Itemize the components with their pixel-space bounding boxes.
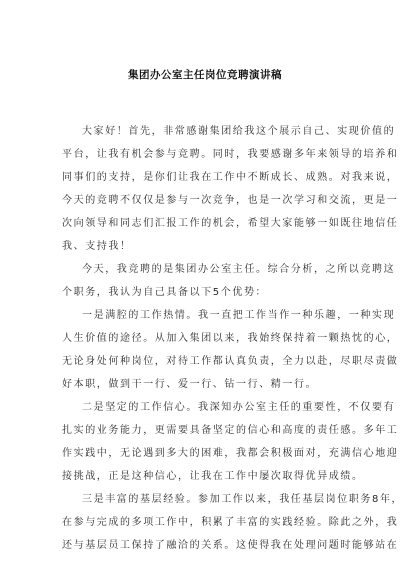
paragraph-line: 大家好！首先，非常感谢集团给我这个展示自己、实现价值的	[82, 126, 396, 137]
paragraph-line: 扎实的业务能力，更需要具备坚定的信心和高度的责任感。多年工	[62, 425, 399, 436]
paragraph-line: 还与基层员工保持了融洽的关系。这使得我在处理问题时能够站在	[62, 540, 399, 551]
paragraph-line: 我、支持我！	[62, 241, 132, 252]
paragraph-line: 一是满腔的工作热情。我一直把工作当作一种乐趣，一种实现	[82, 310, 396, 321]
paragraph-line: 个职务，我认为自己具备以下5个优势：	[62, 287, 268, 298]
paragraph-line: 今天，我竞聘的是集团办公室主任。综合分析，之所以竞聘这	[82, 264, 396, 275]
paragraph-line: 平台，让我有机会参与竞聘。同时，我要感谢多年来领导的培养和	[62, 149, 399, 160]
paragraph-line: 今天的竞聘不仅仅是参与一次竞争，也是一次学习和交流，更是一	[62, 195, 399, 206]
document-title: 集团办公室主任岗位竞聘演讲稿	[128, 69, 282, 81]
paragraph-line: 无论身处何种岗位，对待工作都认真负责，全力以赴，尽职尽责做	[62, 356, 399, 367]
paragraph-line: 二是坚定的工作信心。我深知办公室主任的重要性，不仅要有	[82, 402, 396, 413]
paragraph-line: 接挑战，正是这种信心，让我在工作中屡次取得优异成绩。	[62, 471, 364, 482]
paragraph-line: 次向领导和同志们汇报工作的机会，希望大家能够一如既往地信任	[62, 218, 399, 229]
paragraph-line: 作实践中，无论遇到多大的困难，我都会积极面对，充满信心地迎	[62, 448, 399, 459]
paragraph-line: 同事们的支持，是你们让我在工作中不断成长、成熟。对我来说，	[62, 172, 399, 183]
paragraph-line: 在参与完成的多项工作中，积累了丰富的实践经验。除此之外，我	[62, 517, 399, 528]
paragraph-line: 三是丰富的基层经验。参加工作以来，我任基层岗位职务8年，	[82, 494, 404, 505]
paragraph-line: 好本职，做到干一行、爱一行、钻一行、精一行。	[62, 379, 318, 390]
document-body	[62, 120, 404, 557]
paragraph-line: 人生价值的途径。从加入集团以来，我始终保持着一颗热忱的心，	[62, 333, 399, 344]
